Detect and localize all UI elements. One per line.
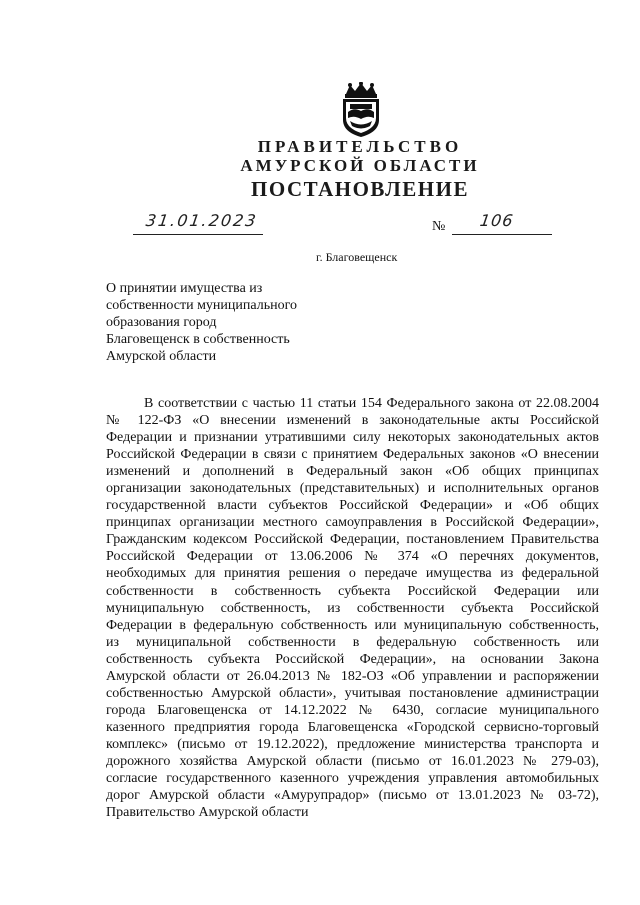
body-line: дорог Амурской области «Амурупрадор» (письмо от 13.01.2023 № 03-72),	[106, 788, 599, 804]
body-line: Федерации в федеральную собственность или муниципальную собственность,	[106, 617, 599, 633]
document-body	[106, 395, 599, 821]
subject-line: О принятии имущества из	[106, 281, 263, 296]
document-type: ПОСТАНОВЛЕНИЕ	[251, 177, 469, 201]
body-line: государственной власти субъектов Российской Федерации» и «Об общих	[106, 498, 599, 514]
body-line: изменений и дополнений в Федеральный закон «Об общих принципах	[106, 464, 599, 480]
document-number: 106	[478, 211, 515, 230]
government-title: ПРАВИТЕЛЬСТВО	[257, 137, 463, 156]
body-line: из муниципальной собственности в федеральную собственность или	[106, 634, 599, 650]
body-line: собственностью Амурской области», учитывая постановление администрации	[106, 685, 599, 701]
body-line: Правительство Амурской области	[106, 805, 309, 821]
body-line: Амурской области от 26.04.2013 № 182-ОЗ «Об управлении и распоряжении	[106, 668, 599, 684]
body-line: собственности в собственность субъекта Российской Федерации или	[106, 583, 599, 599]
body-line: В соответствии с частью 11 статьи 154 Федерального закона от 22.08.2004	[144, 396, 599, 411]
body-line: организации законодательных (представительных) и исполнительных органов	[106, 481, 599, 497]
subject-line: образования город	[106, 315, 217, 330]
body-line: Федерации и признании утратившими силу некоторых законодательных актов	[106, 430, 599, 446]
body-line: собственность субъекта Российской Федерации», на основании Закона	[106, 651, 599, 667]
document-date: 31.01.2023	[144, 211, 259, 230]
body-line: № 122-ФЗ «О внесении изменений в законодательные акты Российской	[106, 413, 599, 429]
subject-line: собственности муниципального	[106, 298, 297, 313]
subject-line: Благовещенск в собственность	[106, 332, 290, 347]
body-line: города Благовещенска от 14.12.2022 № 6430, согласие муниципального	[106, 702, 599, 718]
body-line: дорожного хозяйства Амурской области (письмо от 16.01.2023 № 279-03),	[106, 753, 599, 769]
city-label: г. Благовещенск	[316, 250, 398, 264]
body-line: казенного предприятия города Благовещенска «Городской сервисно-торговый	[106, 719, 599, 735]
body-line: необходимых для принятия решения о передаче имущества из федеральной	[106, 566, 599, 582]
document-subject	[106, 280, 366, 365]
subject-line: Амурской области	[106, 349, 217, 364]
body-line: комплекс» (письмо от 19.12.2022), предложение министерства транспорта и	[106, 736, 599, 752]
body-line: муниципальную собственность, из собственности субъекта Российской	[106, 600, 599, 616]
body-line: Гражданским кодексом Российской Федерации, постановлением Правительства	[106, 532, 599, 548]
body-line: Российской Федерации в связи с принятием Федеральных законов «О внесении	[106, 447, 599, 463]
body-line: согласие государственного казенного учреждения управления автомобильных	[106, 771, 599, 787]
coat-of-arms-icon	[336, 82, 386, 138]
body-line: Российской Федерации от 13.06.2006 № 374 «О перечнях документов,	[106, 549, 599, 565]
region-title: АМУРСКОЙ ОБЛАСТИ	[240, 156, 480, 175]
body-line: принципах организации местного самоуправления в Российской Федерации»,	[106, 515, 599, 531]
number-sign: №	[432, 219, 446, 234]
